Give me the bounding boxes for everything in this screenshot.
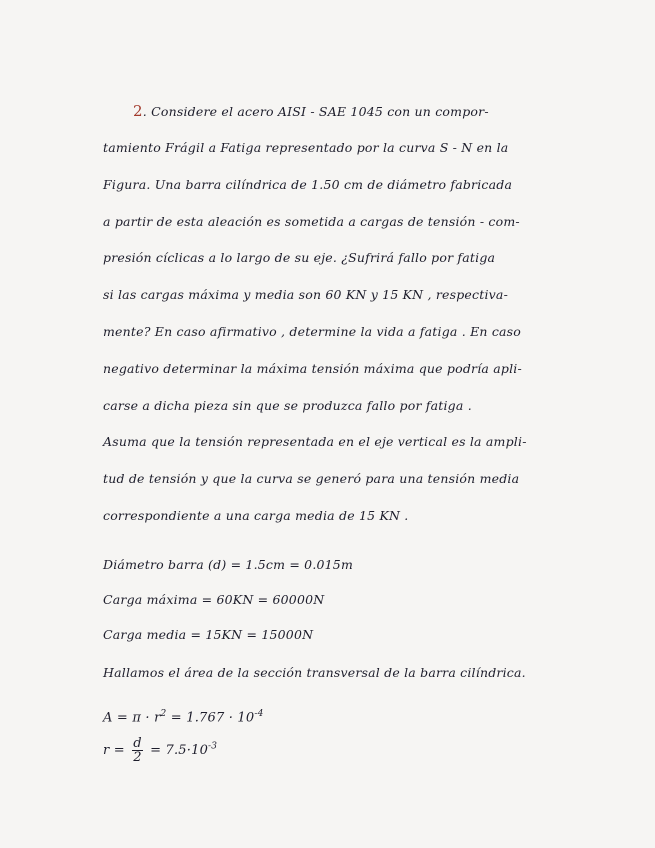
area-formula xyxy=(103,709,264,725)
problem-line-7: mente? En caso afirmativo , determine la vida a fatiga . En caso xyxy=(103,324,522,339)
problem-line-5: presión cíclicas a lo largo de su eje. ¿Sufrirá fallo por fatiga xyxy=(103,250,496,265)
problem-line-2: tamiento Frágil a Fatiga representado por la curva S - N en la xyxy=(103,140,509,155)
area-formula-rhs: = 1.767 · 10 xyxy=(170,710,255,726)
problem-text-1: Considere el acero AISI - SAE 1045 con un compor- xyxy=(151,104,489,119)
problem-line-12: correspondiente a una carga media de 15 KN . xyxy=(103,508,409,523)
problem-line-11: tud de tensión y que la curva se generó para una tensión media xyxy=(103,471,520,486)
problem-line-4: a partir de esta aleación es sometida a cargas de tensión - com- xyxy=(103,214,520,229)
area-formula-square: 2 xyxy=(160,709,167,719)
radius-fraction-denominator: 2 xyxy=(133,750,142,765)
problem-line-9: carse a dicha pieza sin que se produzca fallo por fatiga . xyxy=(103,398,472,413)
mean-load-line: Carga media = 15KN = 15000N xyxy=(103,627,314,642)
problem-line-10: Asuma que la tensión representada en el eje vertical es la ampli- xyxy=(103,434,527,449)
problem-line-3: Figura. Una barra cilíndrica de 1.50 cm de diámetro fabricada xyxy=(103,177,513,192)
problem-line-6: si las cargas máxima y media son 60 KN y 15 KN , respectiva- xyxy=(103,287,508,302)
radius-fraction xyxy=(132,737,143,764)
radius-formula-exponent: -3 xyxy=(208,741,218,752)
area-intro-line: Hallamos el área de la sección transversal de la barra cilíndrica. xyxy=(103,665,526,680)
area-formula-lhs: A = π · r xyxy=(103,710,161,726)
problem-line-8: negativo determinar la máxima tensión máxima que podría apli- xyxy=(103,361,522,376)
problem-number: 2 xyxy=(133,102,143,120)
radius-fraction-numerator: d xyxy=(133,736,142,751)
radius-formula xyxy=(103,737,217,764)
radius-formula-lhs: r = xyxy=(103,743,125,758)
area-formula-exponent: -4 xyxy=(254,709,264,719)
radius-formula-rhs: = 7.5·10 xyxy=(150,743,209,758)
diameter-line: Diámetro barra (d) = 1.5cm = 0.015m xyxy=(103,557,354,572)
problem-line-1: 2. Considere el acero AISI - SAE 1045 con un compor- xyxy=(133,102,489,120)
max-load-line: Carga máxima = 60KN = 60000N xyxy=(103,592,325,607)
